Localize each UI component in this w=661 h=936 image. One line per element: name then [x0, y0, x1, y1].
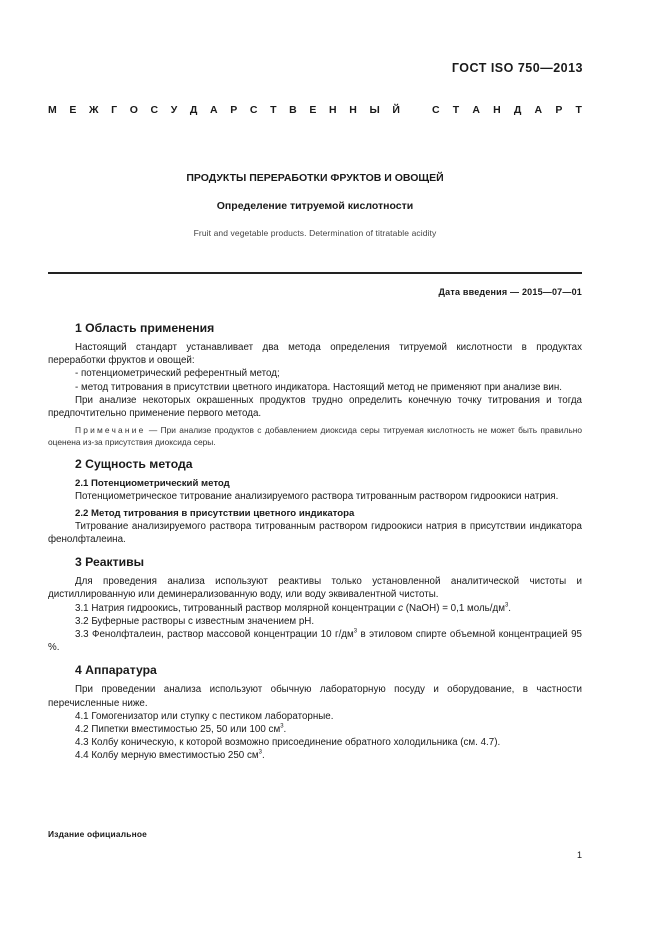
standard-type-letter: С [432, 104, 440, 116]
section-1-list-item: - потенциометрический референтный метод; [75, 368, 280, 380]
standard-type-letter: Г [111, 104, 118, 116]
edition-label: Издание официальное [48, 829, 147, 839]
standard-type-letter: Н [493, 104, 501, 116]
standard-type-letter: Е [69, 104, 77, 116]
standard-type-letter: Е [309, 104, 317, 116]
section-4-item-4: 4.4 Колбу мерную вместимостью 250 $см^3$. [75, 750, 265, 762]
section-4-item-3: 4.3 Колбу коническую, к которой возможно присоединение обратного холодильника (см. 4.7). [75, 737, 501, 749]
standard-type-letter: Р [230, 104, 238, 116]
note-text: — При анализе продуктов с добавлением диоксида серы титруемая кислотность не может быть правильно оценена из-за присутствия диоксида серы. [48, 425, 582, 448]
standard-type-letter: Д [513, 104, 522, 116]
subsection-2-1-heading: 2.1 Потенциометрический метод [75, 478, 230, 490]
english-title: Fruit and vegetable products. Determination of titratable acidity [193, 228, 437, 238]
gost-code: ГОСТ ISO 750—2013 [451, 61, 583, 75]
section-2-paragraph: Потенциометрическое титрование анализируемого раствора титрованным раствором гидроокиси натрия. [75, 491, 559, 503]
standard-type-letter: Д [189, 104, 198, 116]
section-3-heading: 3 Реактивы [75, 555, 145, 570]
section-3-item-1: 3.1 Натрия гидроокись, титрованный раствор молярной концентрации c (NaOH) = 0,1 моль/$дм^3$. [75, 602, 512, 614]
standard-type-letter: Н [329, 104, 337, 116]
section-4-item-1: 4.1 Гомогенизатор или ступку с пестиком лабораторные. [75, 710, 334, 722]
standard-type-letter: Т [270, 104, 277, 116]
standard-type-letter: Р [555, 104, 563, 116]
standard-type-letter: А [534, 104, 543, 116]
main-content [48, 320, 582, 763]
document-title: ПРОДУКТЫ ПЕРЕРАБОТКИ ФРУКТОВ И ОВОЩЕЙ [186, 172, 444, 184]
section-1-heading: 1 Область применения [75, 321, 215, 335]
standard-type-line [48, 104, 582, 116]
section-3-paragraph: Для проведения анализа используют реактивы только установленной аналитической чистоты и дистиллированную или деминерализованную воду, или воду эквивалентной чистоты. [48, 576, 582, 601]
section-1-note [48, 424, 582, 448]
standard-type-letter: С [249, 104, 258, 116]
standard-type-letter: С [150, 104, 159, 116]
section-4-paragraph: При проведении анализа используют обычную лабораторную посуду и оборудование, в частности перечисленные ниже. [48, 684, 582, 709]
standard-type-letter: У [170, 104, 178, 116]
standard-type-letter: В [289, 104, 297, 116]
standard-type-letter: М [48, 104, 57, 116]
section-3-item-3: 3.3 Фенолфталеин, раствор массовой концентрации 10 $г/дм^3$ в этиловом спирте объемной концентрацией 95 %. [48, 628, 582, 654]
section-1-paragraph: При анализе некоторых окрашенных продуктов трудно определить конечную точку титрования и тогда предпочтительно применение первого метода. [48, 394, 582, 420]
document-subtitle: Определение титруемой кислотности [216, 200, 414, 212]
section-2-paragraph: Титрование анализируемого раствора титрованным раствором гидроокиси натрия в присутствии индикатора фенолфталеина. [48, 520, 582, 546]
standard-type-letter: А [472, 104, 480, 116]
header-divider [48, 272, 582, 274]
section-4-item-2: 4.2 Пипетки вместимостью 25, 50 или 100 $см^3$. [75, 723, 287, 736]
subsection-2-2-heading: 2.2 Метод титрования в присутствии цветного индикатора [75, 507, 355, 519]
standard-type-letter: Ж [89, 104, 99, 116]
section-1-list-item: - метод титрования в присутствии цветного индикатора. Настоящий метод не применяют при анализе вин. [75, 381, 562, 393]
section-3-item-2: 3.2 Буферные растворы с известным значением pH. [75, 615, 315, 627]
standard-type-letter: О [129, 104, 138, 116]
standard-type-letter: Ы [369, 104, 380, 116]
standard-type-letter: А [210, 104, 218, 116]
standard-type-letter: Й [392, 104, 400, 116]
note-label: Примечание [75, 425, 146, 436]
effective-date: Дата введения — 2015—07—01 [438, 287, 582, 297]
standard-type-word-interstate [48, 104, 400, 116]
section-2-heading: 2 Сущность метода [75, 457, 193, 472]
standard-type-letter: Т [575, 104, 582, 116]
section-4-heading: 4 Аппаратура [75, 663, 157, 678]
standard-type-letter: Т [452, 104, 460, 116]
section-1-paragraph: Настоящий стандарт устанавливает два метода определения титруемой кислотности в продуктах переработки фруктов и овощей: [48, 342, 582, 367]
standard-type-letter: Н [349, 104, 357, 116]
standard-type-word-standard [432, 104, 582, 116]
page-number: 1 [576, 850, 582, 860]
